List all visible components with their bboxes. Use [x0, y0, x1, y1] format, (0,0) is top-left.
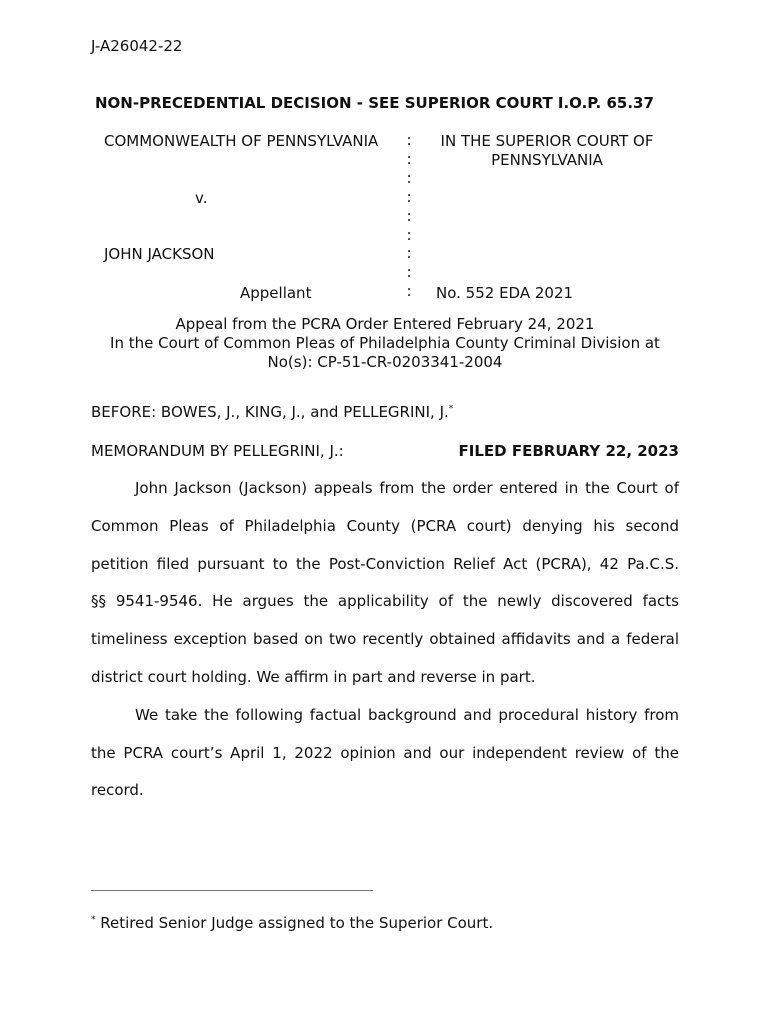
paragraph-line: the PCRA court’s April 1, 2022 opinion and our independent review of the	[91, 744, 679, 762]
paragraph-line: petition filed pursuant to the Post-Conviction Relief Act (PCRA), 42 Pa.C.S.	[91, 555, 679, 573]
caption-colon: :	[406, 225, 412, 244]
caption-left-party: COMMONWEALTH OF PENNSYLVANIA	[104, 132, 379, 150]
paragraph-line: district court holding. We affirm in part and reverse in part.	[91, 668, 536, 686]
footnote-marker: *	[448, 404, 454, 414]
caption-colon: :	[406, 187, 412, 206]
footnote-text: Retired Senior Judge assigned to the Superior Court.	[100, 914, 494, 932]
paragraph-line: We take the following factual background and procedural history from	[135, 706, 679, 724]
caption-colon: :	[406, 131, 412, 149]
caption-colon: :	[406, 206, 412, 225]
caption-docket-number: No. 552 EDA 2021	[436, 284, 574, 302]
before-panel-text: BEFORE: BOWES, J., KING, J., and PELLEGRINI, J.	[91, 403, 449, 421]
paragraph-line: timeliness exception based on two recently obtained affidavits and a federal	[91, 630, 679, 648]
appeal-line2: In the Court of Common Pleas of Philadelphia County Criminal Division at	[110, 334, 660, 352]
footnote-marker: *	[91, 915, 96, 925]
paragraph-line: record.	[91, 781, 144, 799]
paragraph-line: §§ 9541-9546. He argues the applicability of the newly discovered facts	[91, 592, 679, 610]
caption-versus: v.	[195, 189, 208, 207]
caption-colon: :	[406, 168, 412, 187]
docket-header: J-A26042-22	[91, 37, 183, 55]
caption-colon: :	[406, 244, 412, 263]
appeal-line1: Appeal from the PCRA Order Entered February 24, 2021	[175, 315, 595, 333]
caption-appellant-label: Appellant	[240, 284, 312, 302]
appeal-line3: No(s): CP-51-CR-0203341-2004	[267, 353, 503, 371]
caption-court-line2: PENNSYLVANIA	[491, 151, 603, 169]
paragraph-line: Common Pleas of Philadelphia County (PCRA court) denying his second	[91, 517, 679, 535]
caption-court-line1: IN THE SUPERIOR COURT OF	[440, 132, 654, 150]
decision-type-heading: NON-PRECEDENTIAL DECISION - SEE SUPERIOR COURT I.O.P. 65.37	[95, 94, 654, 112]
paragraph-line: John Jackson (Jackson) appeals from the order entered in the Court of	[135, 479, 679, 497]
footnote	[91, 914, 493, 932]
before-panel-line	[91, 403, 453, 421]
footnote-divider	[91, 890, 373, 891]
caption-colon: :	[406, 282, 412, 301]
filed-date: FILED FEBRUARY 22, 2023	[458, 442, 679, 460]
memorandum-by: MEMORANDUM BY PELLEGRINI, J.:	[91, 442, 344, 460]
caption-colon-column	[403, 131, 415, 301]
caption-right-party: JOHN JACKSON	[104, 245, 215, 263]
caption-colon: :	[406, 149, 412, 168]
caption-colon: :	[406, 263, 412, 282]
